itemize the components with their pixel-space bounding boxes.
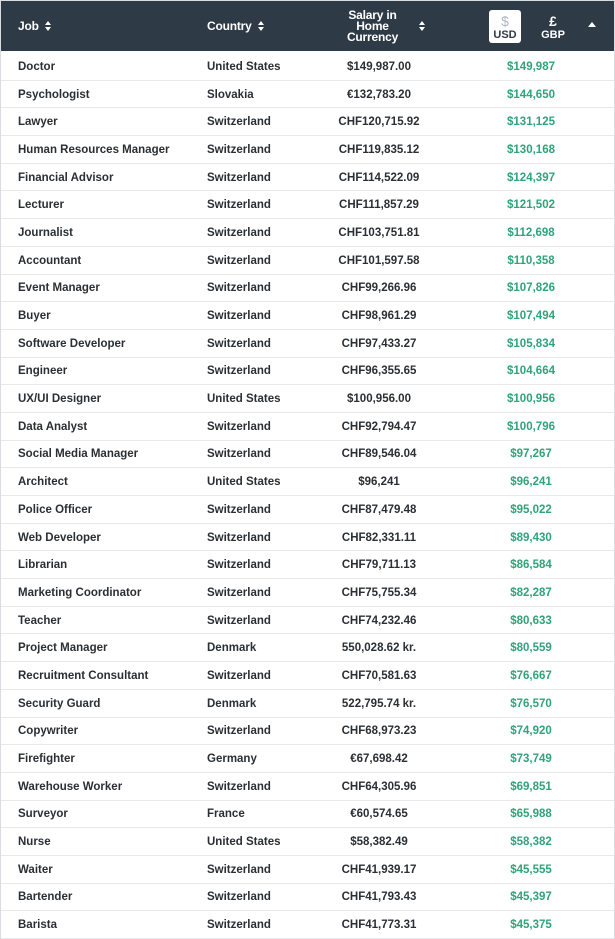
cell-country: Switzerland bbox=[207, 503, 271, 516]
cell-converted-salary: $86,584 bbox=[510, 559, 552, 572]
cell-country: Switzerland bbox=[207, 337, 271, 350]
cell-converted-salary: $69,851 bbox=[510, 780, 552, 793]
cell-country: Switzerland bbox=[207, 614, 271, 627]
cell-job: Data Analyst bbox=[18, 420, 88, 433]
cell-home-salary: CHF101,597.58 bbox=[338, 254, 420, 267]
cell-job: Marketing Coordinator bbox=[18, 586, 142, 599]
cell-converted-salary: $96,241 bbox=[510, 476, 552, 489]
column-header-country-label: Country bbox=[207, 19, 252, 33]
cell-country: Switzerland bbox=[207, 116, 271, 129]
cell-country: United States bbox=[207, 476, 281, 489]
cell-country: Switzerland bbox=[207, 448, 271, 461]
cell-job: Accountant bbox=[18, 254, 82, 267]
cell-home-salary: €60,574.65 bbox=[350, 808, 408, 821]
cell-home-salary: CHF64,305.96 bbox=[341, 780, 417, 793]
cell-home-salary: CHF74,232.46 bbox=[341, 614, 417, 627]
sort-icon bbox=[258, 21, 265, 31]
table-row bbox=[1, 690, 614, 718]
cell-home-salary: CHF98,961.29 bbox=[341, 310, 417, 323]
cell-job: Event Manager bbox=[18, 282, 100, 295]
cell-job: Project Manager bbox=[18, 642, 108, 655]
cell-home-salary: $100,956.00 bbox=[347, 393, 411, 406]
cell-home-salary: CHF96,355.65 bbox=[341, 365, 417, 378]
cell-country: Switzerland bbox=[207, 863, 271, 876]
table-row bbox=[1, 53, 614, 81]
cell-job: Doctor bbox=[18, 60, 56, 73]
cell-job: Copywriter bbox=[18, 725, 79, 738]
dollar-icon: $ bbox=[501, 13, 509, 29]
table-row bbox=[1, 330, 614, 358]
table-row bbox=[1, 136, 614, 164]
cell-home-salary: $96,241 bbox=[358, 476, 400, 489]
cell-home-salary: CHF82,331.11 bbox=[341, 531, 417, 544]
column-header-job-label: Job bbox=[18, 19, 39, 33]
cell-home-salary: CHF99,266.96 bbox=[341, 282, 417, 295]
cell-job: Social Media Manager bbox=[18, 448, 139, 461]
column-header-job[interactable] bbox=[18, 1, 52, 51]
cell-converted-salary: $112,698 bbox=[507, 226, 555, 239]
cell-job: Security Guard bbox=[18, 697, 101, 710]
cell-country: Switzerland bbox=[207, 310, 271, 323]
cell-home-salary: €67,698.42 bbox=[350, 753, 408, 766]
table-row bbox=[1, 828, 614, 856]
sort-icon bbox=[419, 21, 426, 31]
cell-home-salary: CHF87,479.48 bbox=[341, 503, 417, 516]
cell-country: Switzerland bbox=[207, 143, 271, 156]
cell-home-salary: €132,783.20 bbox=[347, 88, 411, 101]
table-row bbox=[1, 191, 614, 219]
table-row bbox=[1, 607, 614, 635]
cell-home-salary: CHF120,715.92 bbox=[338, 116, 420, 129]
cell-home-salary: $149,987.00 bbox=[347, 60, 411, 73]
table-row bbox=[1, 884, 614, 912]
cell-country: Switzerland bbox=[207, 226, 271, 239]
cell-country: Slovakia bbox=[207, 88, 254, 101]
cell-job: Barista bbox=[18, 919, 57, 932]
cell-converted-salary: $107,494 bbox=[507, 310, 555, 323]
table-row bbox=[1, 358, 614, 386]
table-row bbox=[1, 801, 614, 829]
cell-country: Switzerland bbox=[207, 365, 271, 378]
cell-converted-salary: $124,397 bbox=[507, 171, 555, 184]
cell-job: Financial Advisor bbox=[18, 171, 114, 184]
cell-converted-salary: $80,559 bbox=[510, 642, 552, 655]
cell-job: Buyer bbox=[18, 310, 51, 323]
table-row bbox=[1, 219, 614, 247]
cell-converted-salary: $65,988 bbox=[510, 808, 552, 821]
column-header-country[interactable] bbox=[207, 1, 265, 51]
table-body bbox=[1, 53, 614, 939]
cell-converted-salary: $131,125 bbox=[507, 116, 555, 129]
cell-country: Switzerland bbox=[207, 919, 271, 932]
table-row bbox=[1, 634, 614, 662]
cell-job: Engineer bbox=[18, 365, 68, 378]
cell-converted-salary: $82,287 bbox=[510, 586, 552, 599]
table-row bbox=[1, 524, 614, 552]
cell-converted-salary: $95,022 bbox=[510, 503, 552, 516]
table-row bbox=[1, 275, 614, 303]
cell-converted-salary: $100,796 bbox=[507, 420, 555, 433]
cell-country: Switzerland bbox=[207, 171, 271, 184]
cell-job: Architect bbox=[18, 476, 68, 489]
cell-country: Switzerland bbox=[207, 669, 271, 682]
cell-job: Lawyer bbox=[18, 116, 58, 129]
cell-country: Switzerland bbox=[207, 420, 271, 433]
table-row bbox=[1, 108, 614, 136]
cell-converted-salary: $45,397 bbox=[510, 891, 552, 904]
table-row bbox=[1, 496, 614, 524]
cell-converted-salary: $121,502 bbox=[507, 199, 555, 212]
currency-usd-label: USD bbox=[493, 29, 517, 41]
cell-country: United States bbox=[207, 393, 281, 406]
cell-home-salary: CHF111,857.29 bbox=[339, 199, 419, 212]
table-row bbox=[1, 441, 614, 469]
cell-country: France bbox=[207, 808, 245, 821]
cell-country: Switzerland bbox=[207, 199, 271, 212]
cell-home-salary: CHF41,793.43 bbox=[341, 891, 417, 904]
cell-home-salary: CHF89,546.04 bbox=[341, 448, 417, 461]
cell-country: Switzerland bbox=[207, 254, 271, 267]
cell-country: Germany bbox=[207, 753, 257, 766]
cell-job: Nurse bbox=[18, 836, 51, 849]
cell-job: Librarian bbox=[18, 559, 68, 572]
table-row bbox=[1, 579, 614, 607]
cell-job: Teacher bbox=[18, 614, 62, 627]
cell-job: Waiter bbox=[18, 863, 53, 876]
cell-converted-salary: $58,382 bbox=[510, 836, 552, 849]
cell-country: United States bbox=[207, 60, 281, 73]
cell-converted-salary: $80,633 bbox=[510, 614, 552, 627]
cell-converted-salary: $104,664 bbox=[507, 365, 555, 378]
table-row bbox=[1, 164, 614, 192]
cell-country: Switzerland bbox=[207, 891, 271, 904]
cell-home-salary: CHF41,939.17 bbox=[341, 863, 417, 876]
table-row bbox=[1, 911, 614, 939]
cell-converted-salary: $45,555 bbox=[510, 863, 552, 876]
cell-home-salary: CHF97,433.27 bbox=[341, 337, 417, 350]
table-row bbox=[1, 302, 614, 330]
cell-country: Switzerland bbox=[207, 586, 271, 599]
cell-home-salary: CHF119,835.12 bbox=[338, 143, 420, 156]
cell-country: Switzerland bbox=[207, 531, 271, 544]
table-row bbox=[1, 856, 614, 884]
cell-job: Firefighter bbox=[18, 753, 75, 766]
cell-converted-salary: $110,358 bbox=[507, 254, 555, 267]
table-row bbox=[1, 718, 614, 746]
table-row bbox=[1, 413, 614, 441]
cell-home-salary: CHF103,751.81 bbox=[338, 226, 420, 239]
cell-converted-salary: $45,375 bbox=[510, 919, 552, 932]
cell-home-salary: CHF79,711.13 bbox=[341, 559, 417, 572]
cell-converted-salary: $73,749 bbox=[510, 753, 552, 766]
cell-converted-salary: $89,430 bbox=[510, 531, 552, 544]
table-row bbox=[1, 247, 614, 275]
cell-converted-salary: $107,826 bbox=[507, 282, 555, 295]
cell-country: Switzerland bbox=[207, 559, 271, 572]
caret-up-icon[interactable] bbox=[588, 22, 596, 27]
cell-home-salary: $58,382.49 bbox=[350, 836, 408, 849]
cell-country: Switzerland bbox=[207, 780, 271, 793]
cell-country: United States bbox=[207, 836, 281, 849]
cell-converted-salary: $100,956 bbox=[507, 393, 555, 406]
currency-toggle-gbp[interactable] bbox=[537, 10, 569, 43]
cell-home-salary: CHF41,773.31 bbox=[341, 919, 417, 932]
cell-home-salary: 522,795.74 kr. bbox=[341, 697, 417, 710]
table-row bbox=[1, 551, 614, 579]
cell-job: Software Developer bbox=[18, 337, 126, 350]
table-row bbox=[1, 81, 614, 109]
cell-job: Warehouse Worker bbox=[18, 780, 123, 793]
cell-converted-salary: $97,267 bbox=[510, 448, 552, 461]
table-row bbox=[1, 773, 614, 801]
cell-job: Bartender bbox=[18, 891, 73, 904]
cell-country: Denmark bbox=[207, 642, 257, 655]
cell-converted-salary: $74,920 bbox=[510, 725, 552, 738]
table-row bbox=[1, 385, 614, 413]
cell-home-salary: CHF75,755.34 bbox=[341, 586, 417, 599]
table-header bbox=[1, 1, 614, 51]
cell-converted-salary: $105,834 bbox=[507, 337, 555, 350]
sort-icon bbox=[45, 21, 52, 31]
cell-converted-salary: $144,650 bbox=[507, 88, 555, 101]
cell-country: Switzerland bbox=[207, 282, 271, 295]
cell-home-salary: CHF68,973.23 bbox=[341, 725, 417, 738]
cell-home-salary: CHF92,794.47 bbox=[341, 420, 417, 433]
cell-country: Denmark bbox=[207, 697, 257, 710]
cell-job: Psychologist bbox=[18, 88, 90, 101]
cell-home-salary: CHF70,581.63 bbox=[341, 669, 417, 682]
cell-country: Switzerland bbox=[207, 725, 271, 738]
cell-job: Web Developer bbox=[18, 531, 101, 544]
column-header-salary-label: Salary in Home Currency bbox=[346, 7, 399, 44]
cell-job: Journalist bbox=[18, 226, 73, 239]
cell-converted-salary: $76,570 bbox=[510, 697, 552, 710]
table-row bbox=[1, 745, 614, 773]
cell-home-salary: CHF114,522.09 bbox=[338, 171, 420, 184]
cell-job: Police Officer bbox=[18, 503, 93, 516]
currency-toggle-usd[interactable] bbox=[489, 10, 521, 43]
cell-converted-salary: $130,168 bbox=[507, 143, 555, 156]
table-row bbox=[1, 468, 614, 496]
cell-job: Lecturer bbox=[18, 199, 65, 212]
currency-gbp-label: GBP bbox=[541, 29, 565, 41]
cell-converted-salary: $149,987 bbox=[507, 60, 555, 73]
cell-job: Human Resources Manager bbox=[18, 143, 170, 156]
cell-job: Recruitment Consultant bbox=[18, 669, 149, 682]
pound-icon: £ bbox=[549, 13, 557, 29]
table-row bbox=[1, 662, 614, 690]
column-header-salary[interactable] bbox=[319, 1, 439, 51]
cell-job: Surveyor bbox=[18, 808, 68, 821]
cell-converted-salary: $76,667 bbox=[510, 669, 552, 682]
cell-job: UX/UI Designer bbox=[18, 393, 102, 406]
cell-home-salary: 550,028.62 kr. bbox=[341, 642, 417, 655]
